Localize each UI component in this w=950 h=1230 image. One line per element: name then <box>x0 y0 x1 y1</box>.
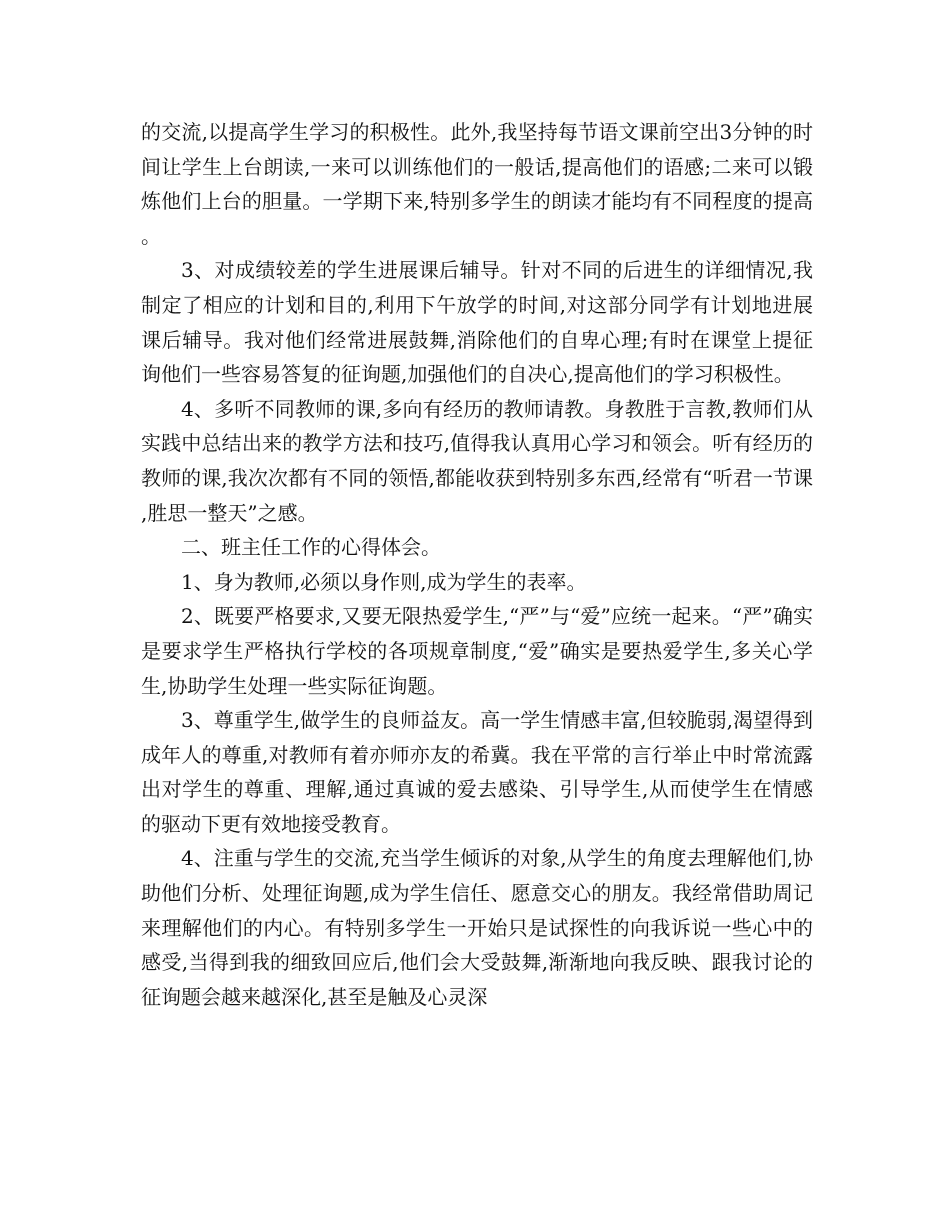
paragraph-continuation: 的交流,以提高学生学习的积极性。此外,我坚持每节语文课前空出3分钟的时间让学生上台朗读,一来可以训练他们的一般话,提高他们的语感;二来可以锻炼他们上台的胆量。一学期下来,特别多学生的朗读才能均有不同程度的提高。 <box>141 120 813 248</box>
paragraph-item-3: 3、尊重学生,做学生的良师益友。高一学生情感丰富,但较脆弱,渴望得到成年人的尊重,对教师有着亦师亦友的希冀。我在平常的言行举止中时常流露出对学生的尊重、理解,通过真诚的爱去感染、引导学生,从而使学生在情感的驱动下更有效地接受教育。 <box>141 708 813 836</box>
paragraph-item-1: 1、身为教师,必须以身作则,成为学生的表率。 <box>181 569 587 594</box>
paragraph-point-4-observation: 4、多听不同教师的课,多向有经历的教师请教。身教胜于言教,教师们从实践中总结出来的教学方法和技巧,值得我认真用心学习和领会。听有经历的教师的课,我次次都有不同的领悟,都能收获到特别多东西,经常有“听君一节课,胜思一整天”之感。 <box>141 396 813 525</box>
paragraph-item-4: 4、注重与学生的交流,充当学生倾诉的对象,从学生的角度去理解他们,协助他们分析、处理征询题,成为学生信任、愿意交心的朋友。我经常借助周记来理解他们的内心。有特别多学生一开始只是试探性的向我诉说一些心中的感受,当得到我的细致回应后,他们会大受鼓舞,渐渐地向我反映、跟我讨论的征询题会越来越深化,甚至是触及心灵深 <box>141 846 813 1009</box>
section-heading-class-teacher: 二、班主任工作的心得体会。 <box>181 535 441 560</box>
document-body <box>141 115 813 1014</box>
paragraph-item-2: 2、既要严格要求,又要无限热爱学生,“严”与“爱”应统一起来。“严”确实是要求学生严格执行学校的各项规章制度,“爱”确实是要热爱学生,多关心学生,协助学生处理一些实际征询题。 <box>141 604 813 698</box>
paragraph-point-3-tutoring: 3、对成绩较差的学生进展课后辅导。针对不同的后进生的详细情况,我制定了相应的计划和目的,利用下午放学的时间,对这部分同学有计划地进展课后辅导。我对他们经常进展鼓舞,消除他们的自卑心理;有时在课堂上提征询他们一些容易答复的征询题,加强他们的自决心,提高他们的学习积极性。 <box>141 258 813 387</box>
